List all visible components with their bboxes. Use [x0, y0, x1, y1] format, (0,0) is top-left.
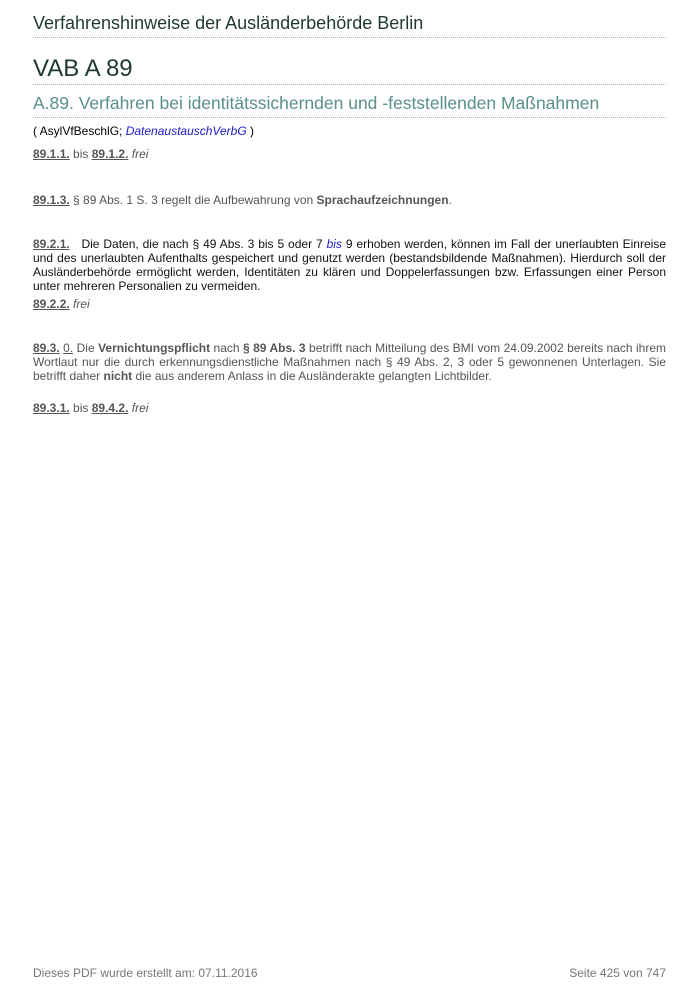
status-text: frei — [131, 147, 149, 161]
section-number-link[interactable]: 89.3. — [33, 341, 60, 355]
status-text: frei — [73, 297, 90, 311]
section-divider — [33, 117, 666, 118]
bold-term: nicht — [103, 369, 133, 383]
paragraph-text: Die Daten, die nach § 49 Abs. 3 bis 5 oder 7 — [69, 237, 327, 251]
paragraph-text: nach — [210, 341, 244, 355]
reference-asylvfbeschlg: AsylVfBeschlG; — [39, 124, 126, 138]
paragraph-89-1-3 — [33, 193, 666, 207]
section-number-link[interactable]: 89.1.1. — [33, 147, 70, 161]
bold-term: Sprachaufzeichnungen — [316, 193, 449, 207]
bold-term: § 89 Abs. 3 — [243, 341, 306, 355]
paragraph-text: § 89 Abs. 1 S. 3 regelt die Aufbewahrung von — [69, 193, 317, 207]
subsection-zero-link[interactable]: 0. — [63, 341, 74, 355]
header-divider — [33, 37, 666, 38]
law-references — [33, 124, 254, 138]
reference-link-datenaustauschverbg[interactable]: DatenaustauschVerbG — [125, 124, 247, 138]
title-divider — [33, 84, 666, 85]
paragraph-text-end: . — [448, 193, 452, 207]
section-title: A.89. Verfahren bei identitätssichernden und -feststellenden Maßnahmen — [33, 93, 600, 113]
paragraph-89-1-1 — [33, 147, 666, 161]
paragraph-text: betrifft nach Mitteilung des BMI vom 24.09.2002 bereits nach ihrem Wortlaut nur die durch erkennungsdienstliche Maßnahmen nach § 49 Abs. 2, 3 oder 5 gewonnenen Unterlagen. Sie betrifft daher — [33, 341, 666, 383]
paragraph-89-3-1 — [33, 401, 666, 415]
range-connector: bis — [69, 147, 92, 161]
references-open-paren: ( — [33, 124, 40, 138]
section-number-link[interactable]: 89.2.1. — [33, 237, 70, 251]
range-connector: bis — [69, 401, 92, 415]
section-number-link[interactable]: 89.1.3. — [33, 193, 70, 207]
section-number-link[interactable]: 89.2.2. — [33, 297, 70, 311]
paragraph-89-2-1 — [33, 237, 666, 293]
references-close-paren: ) — [246, 124, 255, 138]
document-title: VAB A 89 — [33, 55, 133, 82]
paragraph-89-2-2 — [33, 297, 666, 311]
section-number-link[interactable]: 89.1.2. — [91, 147, 129, 161]
section-number-link[interactable]: 89.3.1. — [33, 401, 70, 415]
paragraph-text: die aus anderem Anlass in die Ausländerakte gelangten Lichtbilder. — [132, 369, 492, 383]
footer-page-number: Seite 425 von 747 — [569, 966, 666, 980]
header-title: Verfahrenshinweise der Ausländerbehörde Berlin — [33, 13, 424, 33]
paragraph-text: Die — [73, 341, 99, 355]
section-number-link[interactable]: 89.4.2. — [91, 401, 129, 415]
inline-link-bis[interactable]: bis — [326, 237, 342, 251]
bold-term: Vernichtungspflicht — [98, 341, 211, 355]
status-text: frei — [131, 401, 149, 415]
paragraph-text: 9 erhoben werden, können im Fall der unerlaubten Einreise und des unerlaubten Aufenthalts gespeichert und genutzt werden (bestandsbildende Maßnahmen). Hierdurch soll der Ausländerbehörde ermöglicht werden, Identitäten zu klären und Doppelerfassungen bzw. Erfassungen einer Person unter mehreren Personalien zu vermeiden. — [33, 237, 666, 293]
paragraph-89-3 — [33, 341, 666, 383]
footer-created-date: Dieses PDF wurde erstellt am: 07.11.2016 — [33, 966, 258, 980]
